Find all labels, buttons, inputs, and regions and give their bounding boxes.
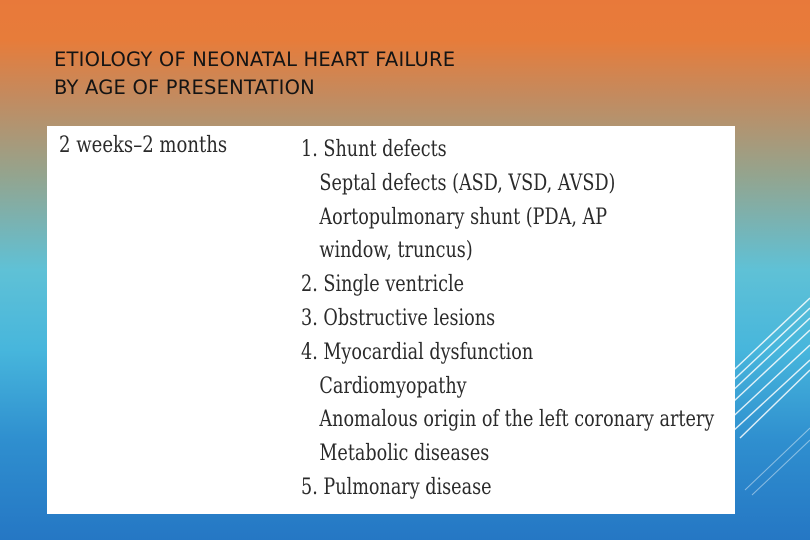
- list-item: Metabolic diseases: [319, 441, 490, 467]
- list-item: 4. Myocardial dysfunction: [301, 339, 534, 365]
- slide-title-line-2: BY AGE OF PRESENTATION: [54, 76, 315, 99]
- list-item: Septal defects (ASD, VSD, AVSD): [319, 170, 616, 196]
- list-item: 1. Shunt defects: [301, 137, 447, 162]
- list-item: Cardiomyopathy: [319, 373, 467, 399]
- list-item: 2. Single ventricle: [301, 272, 465, 298]
- list-item: 5. Pulmonary disease: [301, 474, 492, 500]
- slide-title-line-1: ETIOLOGY OF NEONATAL HEART FAILURE: [54, 48, 456, 71]
- list-item: window, truncus): [319, 238, 473, 264]
- etiology-table: [47, 126, 735, 514]
- list-item: 3. Obstructive lesions: [301, 305, 496, 331]
- list-item: Anomalous origin of the left coronary artery: [319, 407, 715, 433]
- list-item: Aortopulmonary shunt (PDA, AP: [319, 204, 608, 230]
- etiology-list: [301, 133, 735, 505]
- slide-title: [54, 46, 455, 102]
- age-range-cell: 2 weeks–2 months: [59, 133, 228, 158]
